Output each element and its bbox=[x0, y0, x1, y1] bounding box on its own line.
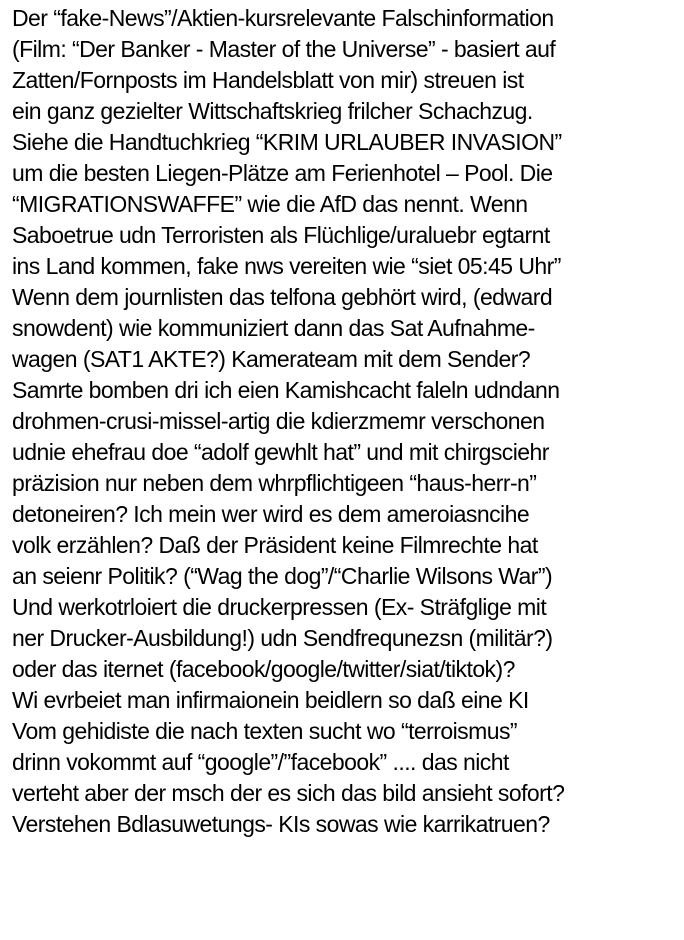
document-text bbox=[12, 3, 680, 840]
text-line-5: Siehe die Handtuchkrieg “KRIM URLAUBER INVASION” bbox=[12, 129, 562, 155]
text-line-15: udnie ehefrau doe “adolf gewhlt hat” und mit chirgsciehr bbox=[12, 439, 549, 465]
text-line-9: ins Land kommen, fake nws vereiten wie “siet 05:45 Uhr” bbox=[12, 253, 561, 279]
text-line-3: Zatten/Fornposts im Handelsblatt von mir) streuen ist bbox=[12, 67, 524, 93]
text-line-7: “MIGRATIONSWAFFE” wie die AfD das nennt. Wenn bbox=[12, 191, 528, 217]
text-line-21: ner Drucker-Ausbildung!) udn Sendfrequnezsn (militär?) bbox=[12, 625, 553, 651]
text-line-14: drohmen-crusi-missel-artig die kdierzmemr verschonen bbox=[12, 408, 545, 434]
text-line-27: Verstehen Bdlasuwetungs- KIs sowas wie karrikatruen? bbox=[12, 811, 550, 837]
text-line-23: Wi evrbeiet man infirmaionein beidlern so daß eine KI bbox=[12, 687, 529, 713]
text-line-6: um die besten Liegen-Plätze am Ferienhotel – Pool. Die bbox=[12, 160, 553, 186]
text-line-11: snowdent) wie kommuniziert dann das Sat Aufnahme- bbox=[12, 315, 535, 341]
text-line-12: wagen (SAT1 AKTE?) Kamerateam mit dem Sender? bbox=[12, 346, 531, 372]
text-line-22: oder das iternet (facebook/google/twitter/siat/tiktok)? bbox=[12, 656, 515, 682]
text-line-1: Der “fake-News”/Aktien-kursrelevante Falschinformation bbox=[12, 5, 554, 31]
text-line-17: detoneiren? Ich mein wer wird es dem ameroiasncihe bbox=[12, 501, 530, 527]
text-line-26: verteht aber der msch der es sich das bild ansieht sofort? bbox=[12, 780, 565, 806]
text-line-13: Samrte bomben dri ich eien Kamishcacht faleln udndann bbox=[12, 377, 560, 403]
text-line-25: drinn vokommt auf “google”/”facebook” .... das nicht bbox=[12, 749, 509, 775]
text-line-2: (Film: “Der Banker - Master of the Universe” - basiert auf bbox=[12, 36, 556, 62]
text-line-4: ein ganz gezielter Wittschaftskrieg frilcher Schachzug. bbox=[12, 98, 533, 124]
text-line-10: Wenn dem journlisten das telfona gebhört wird, (edward bbox=[12, 284, 553, 310]
text-line-16: präzision nur neben dem whrpflichtigeen “haus-herr-n” bbox=[12, 470, 537, 496]
text-line-8: Saboetrue udn Terroristen als Flüchlige/uraluebr egtarnt bbox=[12, 222, 550, 248]
text-line-18: volk erzählen? Daß der Präsident keine Filmrechte hat bbox=[12, 532, 538, 558]
text-line-19: an seienr Politik? (“Wag the dog”/“Charlie Wilsons War”) bbox=[12, 563, 553, 589]
text-line-24: Vom gehidiste die nach texten sucht wo “terroismus” bbox=[12, 718, 518, 744]
text-line-20: Und werkotrloiert die druckerpressen (Ex- Sträfglige mit bbox=[12, 594, 547, 620]
